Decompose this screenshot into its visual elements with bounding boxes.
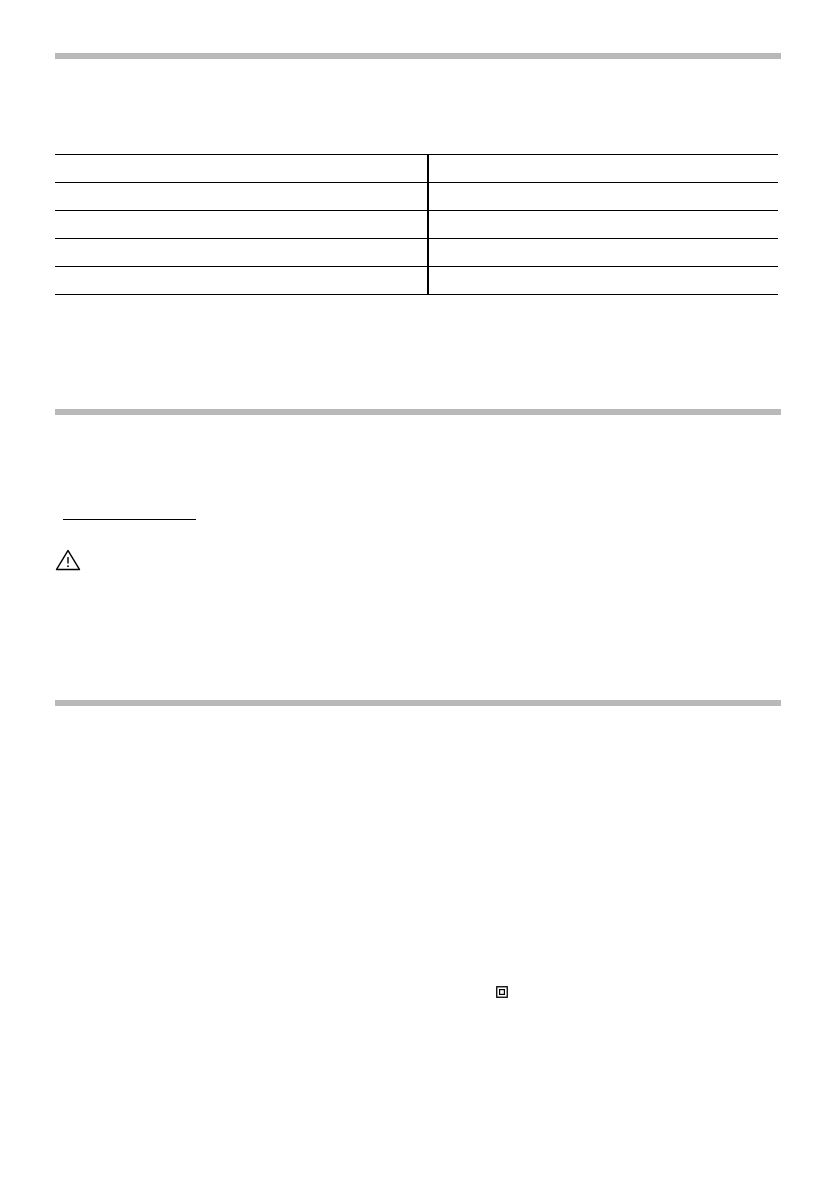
table-row xyxy=(55,155,778,183)
table-cell xyxy=(428,211,778,239)
table-cell xyxy=(55,267,428,295)
section-divider xyxy=(55,700,781,706)
section-divider xyxy=(55,53,781,59)
underlined-subheading xyxy=(63,502,196,520)
table-row xyxy=(55,211,778,239)
table-row xyxy=(55,239,778,267)
table-cell xyxy=(428,183,778,211)
table-cell xyxy=(55,239,428,267)
table-row xyxy=(55,267,778,295)
table-cell xyxy=(428,267,778,295)
table-cell xyxy=(55,183,428,211)
table-cell xyxy=(428,155,778,183)
table-cell xyxy=(55,155,428,183)
section-divider xyxy=(55,409,781,415)
double-insulation-icon xyxy=(496,986,508,998)
table-row xyxy=(55,183,778,211)
specifications-table xyxy=(55,154,778,295)
table-cell xyxy=(428,239,778,267)
warning-triangle-icon xyxy=(55,549,81,571)
table-cell xyxy=(55,211,428,239)
